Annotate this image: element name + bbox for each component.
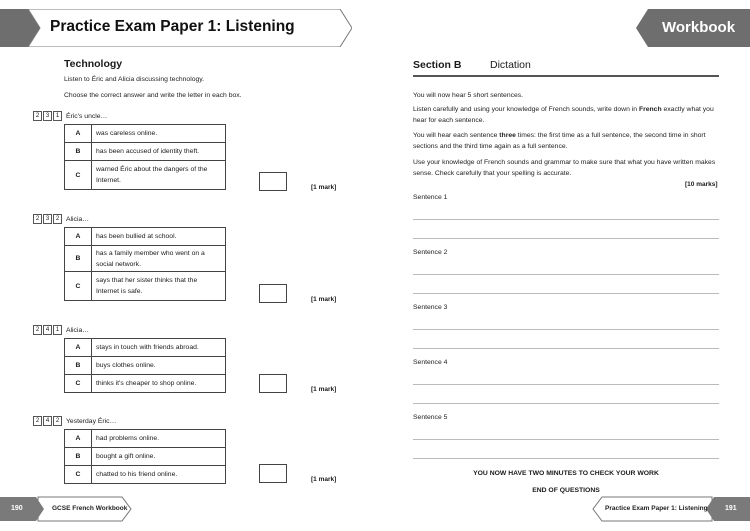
page-number-right: 191 xyxy=(725,505,737,512)
option-letter: B xyxy=(65,448,92,466)
qnum-digit: 4 xyxy=(43,325,52,335)
question-stem: Éric's uncle… xyxy=(66,112,108,120)
writing-line[interactable] xyxy=(413,238,719,239)
sentence-label: Sentence 5 xyxy=(413,414,448,421)
footer-right-label: Practice Exam Paper 1: Listening xyxy=(605,505,708,512)
qnum-digit: 2 xyxy=(53,214,62,224)
qnum-digit: 2 xyxy=(33,111,42,121)
instruction-text: Listen carefully and using your knowledge of French sounds, write down in xyxy=(413,106,639,113)
option-letter: B xyxy=(65,357,92,375)
qnum-digit: 3 xyxy=(43,111,52,121)
option-text: stays in touch with friends abroad. xyxy=(92,339,226,357)
section-name: Dictation xyxy=(490,59,531,71)
writing-line[interactable] xyxy=(413,348,719,349)
intro-line-1: Listen to Éric and Alicia discussing technology. xyxy=(64,76,205,83)
option-letter: C xyxy=(65,161,92,190)
qnum-digit: 2 xyxy=(33,416,42,426)
end-of-questions: END OF QUESTIONS xyxy=(532,487,600,494)
writing-line[interactable] xyxy=(413,219,719,220)
mark-label: [1 mark] xyxy=(311,386,337,393)
option-text: has been bullied at school. xyxy=(92,228,226,246)
sentence-label: Sentence 4 xyxy=(413,359,448,366)
option-letter: B xyxy=(65,143,92,161)
option-letter: A xyxy=(65,228,92,246)
section-rule xyxy=(413,75,719,77)
answer-box[interactable] xyxy=(259,464,287,483)
option-text: has a family member who went on a social network. xyxy=(92,246,226,272)
option-letter: C xyxy=(65,466,92,484)
question-number xyxy=(33,325,89,335)
qnum-digit: 2 xyxy=(33,214,42,224)
section-title: Technology xyxy=(64,58,123,70)
instruction-bold: three xyxy=(499,132,516,139)
footer-left-label: GCSE French Workbook xyxy=(52,505,128,512)
instruction-text: exactly what you hear for each sentence. xyxy=(413,106,714,124)
option-text: says that her sister thinks that the Internet is safe. xyxy=(92,272,226,301)
option-text: warned Éric about the dangers of the Internet. xyxy=(92,161,226,190)
question-number xyxy=(33,111,107,121)
instruction-text: times: the first time as a full sentence, the second time in short sections and the third time again as a full sentence. xyxy=(413,132,706,150)
sentence-label: Sentence 2 xyxy=(413,249,448,256)
option-letter: A xyxy=(65,430,92,448)
answer-box[interactable] xyxy=(259,172,287,191)
qnum-digit: 4 xyxy=(43,416,52,426)
instruction-4: Use your knowledge of French sounds and grammar to make sure that what you have written makes sense. Check carefully that your spelling is accurate. xyxy=(413,159,716,177)
qnum-digit: 2 xyxy=(33,325,42,335)
options-table xyxy=(64,429,226,484)
writing-line[interactable] xyxy=(413,329,719,330)
option-letter: A xyxy=(65,339,92,357)
mark-label: [1 mark] xyxy=(311,476,337,483)
instruction-3 xyxy=(413,130,719,152)
answer-box[interactable] xyxy=(259,374,287,393)
writing-line[interactable] xyxy=(413,458,719,459)
mark-label: [1 mark] xyxy=(311,296,337,303)
writing-line[interactable] xyxy=(413,274,719,275)
instruction-1: You will now hear 5 short sentences. xyxy=(413,92,524,99)
qnum-digit: 1 xyxy=(53,325,62,335)
option-text: was careless online. xyxy=(92,125,226,143)
question-stem: Yesterday Éric… xyxy=(66,417,117,425)
option-text: had problems online. xyxy=(92,430,226,448)
options-table xyxy=(64,338,226,393)
qnum-digit: 3 xyxy=(43,214,52,224)
writing-line[interactable] xyxy=(413,439,719,440)
mark-label: [1 mark] xyxy=(311,184,337,191)
check-work-note: YOU NOW HAVE TWO MINUTES TO CHECK YOUR WORK xyxy=(473,470,659,477)
options-table xyxy=(64,124,226,190)
option-letter: C xyxy=(65,375,92,393)
marks-total: [10 marks] xyxy=(685,181,718,188)
sentence-label: Sentence 3 xyxy=(413,304,448,311)
option-letter: B xyxy=(65,246,92,272)
intro-line-2: Choose the correct answer and write the letter in each box. xyxy=(64,92,242,99)
option-text: has been accused of identity theft. xyxy=(92,143,226,161)
instruction-text: You will hear each sentence xyxy=(413,132,500,139)
option-text: chatted to his friend online. xyxy=(92,466,226,484)
question-number xyxy=(33,214,89,224)
answer-box[interactable] xyxy=(259,284,287,303)
page-title: Practice Exam Paper 1: Listening xyxy=(50,18,295,35)
option-letter: C xyxy=(65,272,92,301)
question-stem: Alicia… xyxy=(66,215,90,223)
sentence-label: Sentence 1 xyxy=(413,194,448,201)
section-label: Section B xyxy=(413,59,462,71)
option-text: bought a gift online. xyxy=(92,448,226,466)
page-number-left: 190 xyxy=(11,505,23,512)
option-text: buys clothes online. xyxy=(92,357,226,375)
qnum-digit: 2 xyxy=(53,416,62,426)
option-text: thinks it's cheaper to shop online. xyxy=(92,375,226,393)
workbook-label: Workbook xyxy=(662,19,736,36)
writing-line[interactable] xyxy=(413,293,719,294)
options-table xyxy=(64,227,226,301)
qnum-digit: 1 xyxy=(53,111,62,121)
writing-line[interactable] xyxy=(413,403,719,404)
instruction-2 xyxy=(413,104,719,126)
option-letter: A xyxy=(65,125,92,143)
question-number xyxy=(33,416,116,426)
question-stem: Alicia… xyxy=(66,326,90,334)
writing-line[interactable] xyxy=(413,384,719,385)
instruction-bold: French xyxy=(638,106,662,113)
